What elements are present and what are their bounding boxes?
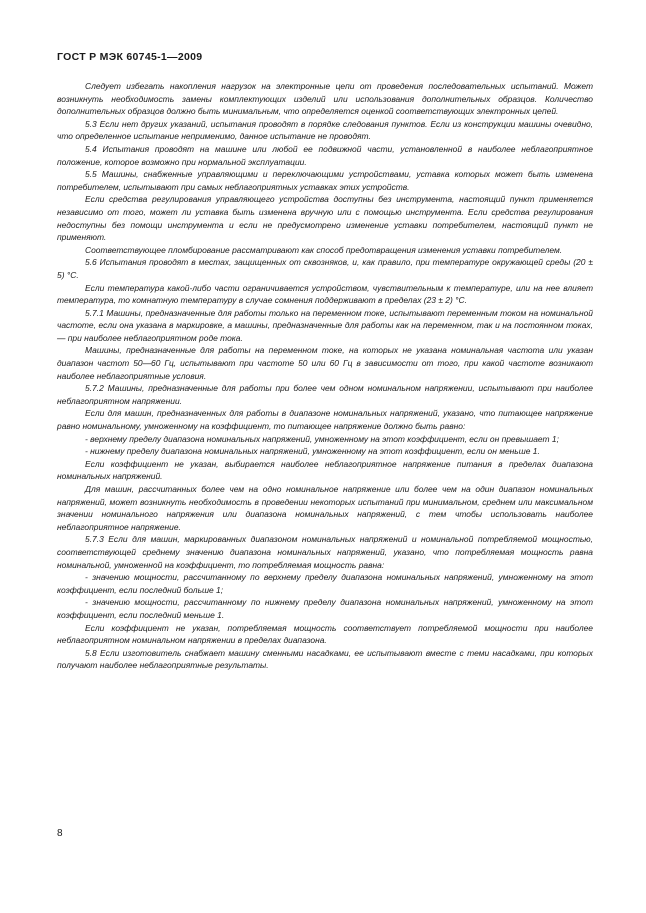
paragraph: Если температура какой-либо части ограничивается устройством, чувствительным к температуре, или на нее влияет температура, то комнатную температуру в случае сомнения поддерживают в пределах (23 ± 2) °С. (57, 282, 593, 306)
page-number: 8 (57, 828, 63, 839)
paragraph: Если коэффициент не указан, выбирается наиболее неблагоприятное напряжение питания в пределах диапазона номинальных напряжений. (57, 458, 593, 482)
paragraph: 5.7.2 Машины, предназначенные для работы при более чем одном номинальном напряжении, испытывают при наиболее неблагоприятном напряжении. (57, 383, 593, 406)
paragraph: Следует избегать накопления нагрузок на электронные цепи от проведения последовательных испытаний. Может возникнуть необходимость замены комплектующих изделий или использования дополнительных образцов. Количество дополнительных образцов должно быть минимальным, что определяется оценкой соответствующих электронных цепей. (57, 81, 593, 117)
paragraph: Если для машин, предназначенных для работы в диапазоне номинальных напряжений, указано, что питающее напряжение равно номинальному, умноженному на коэффициент, то питающее напряжение должно быть равно: (57, 408, 593, 432)
list-item: - значению мощности, рассчитанному по верхнему пределу диапазона номинальных напряжений, умноженному на этот коэффициент, если последний больше 1; (57, 572, 593, 595)
paragraph: Если коэффициент не указан, потребляемая мощность соответствует потребляемой мощности при наиболее неблагоприятном номинальном напряжении в пределах диапазона. (57, 622, 593, 646)
paragraph: Машины, предназначенные для работы на переменном токе, на которых не указана номинальная частота или указан диапазон частот 50—60 Гц, испытывают при частоте 50 или 60 Гц в зависимости от того, при какой частоте возникают наиболее неблагоприятные условия. (57, 345, 593, 381)
paragraph: 5.6 Испытания проводят в местах, защищенных от сквозняков, и, как правило, при температуре окружающей среды (20 ± 5) °С. (57, 257, 593, 280)
paragraph: 5.5 Машины, снабженные управляющими и переключающими устройствами, уставка которых может быть изменена потребителем, испытывают при самых неблагоприятных уставках этих устройств. (57, 169, 593, 192)
paragraph: Если средства регулирования управляющего устройства доступны без инструмента, настоящий пункт применяется независимо от того, может ли уставка быть изменена вручную или с помощью инструмента. Если средства регулирования недоступны без помощи инструмента и если не предусмотрено изменение уставки потребителем, настоящий пункт не применяют. (57, 194, 593, 243)
body-text (57, 80, 593, 672)
paragraph: Для машин, рассчитанных более чем на одно номинальное напряжение или более чем на один диапазон номинальных напряжений, может возникнуть необходимость в проведении некоторых испытаний при минимальном, среднем или максимальном значении номинального напряжения или диапазона номинальных напряжений, с тем чтобы использовать наиболее неблагоприятное напряжение. (57, 484, 593, 532)
paragraph: 5.4 Испытания проводят на машине или любой ее подвижной части, установленной в наиболее неблагоприятное положение, которое возможно при нормальной эксплуатации. (57, 143, 593, 167)
paragraph: 5.7.1 Машины, предназначенные для работы только на переменном токе, испытывают переменным током на номинальной частоте, если она указана в маркировке, а машины, предназначенные для работы как на переменном, так и на постоянном токах, — при наиболее неблагоприятном роде тока. (57, 307, 593, 343)
document-header: ГОСТ Р МЭК 60745-1—2009 (57, 51, 203, 63)
paragraph: 5.3 Если нет других указаний, испытания проводят в порядке следования пунктов. Если из конструкции машины очевидно, что определенное испытание неприменимо, данное испытание не проводят. (57, 118, 593, 142)
paragraph: 5.8 Если изготовитель снабжает машину сменными насадками, ее испытывают вместе с теми насадками, при которых получают наиболее неблагоприятные результаты. (57, 647, 593, 671)
paragraph: Соответствующее пломбирование рассматривают как способ предотвращения изменения уставки потребителем. (85, 244, 563, 255)
list-item: - верхнему пределу диапазона номинальных напряжений, умноженному на этот коэффициент, если он превышает 1; (85, 433, 559, 444)
list-item: - нижнему пределу диапазона номинальных напряжений, умноженному на этот коэффициент, если он меньше 1. (85, 446, 540, 457)
paragraph: 5.7.3 Если для машин, маркированных диапазоном номинальных напряжений и номинальной потребляемой мощностью, соответствующей среднему значению диапазона номинальных напряжений, указано, что потребляемая мощность равна номинальной, умноженной на коэффициент, то потребляемая мощность равна: (57, 534, 593, 570)
list-item: - значению мощности, рассчитанному по нижнему пределу диапазона номинальных напряжений, умноженному на этот коэффициент, если последний меньше 1. (57, 597, 593, 620)
